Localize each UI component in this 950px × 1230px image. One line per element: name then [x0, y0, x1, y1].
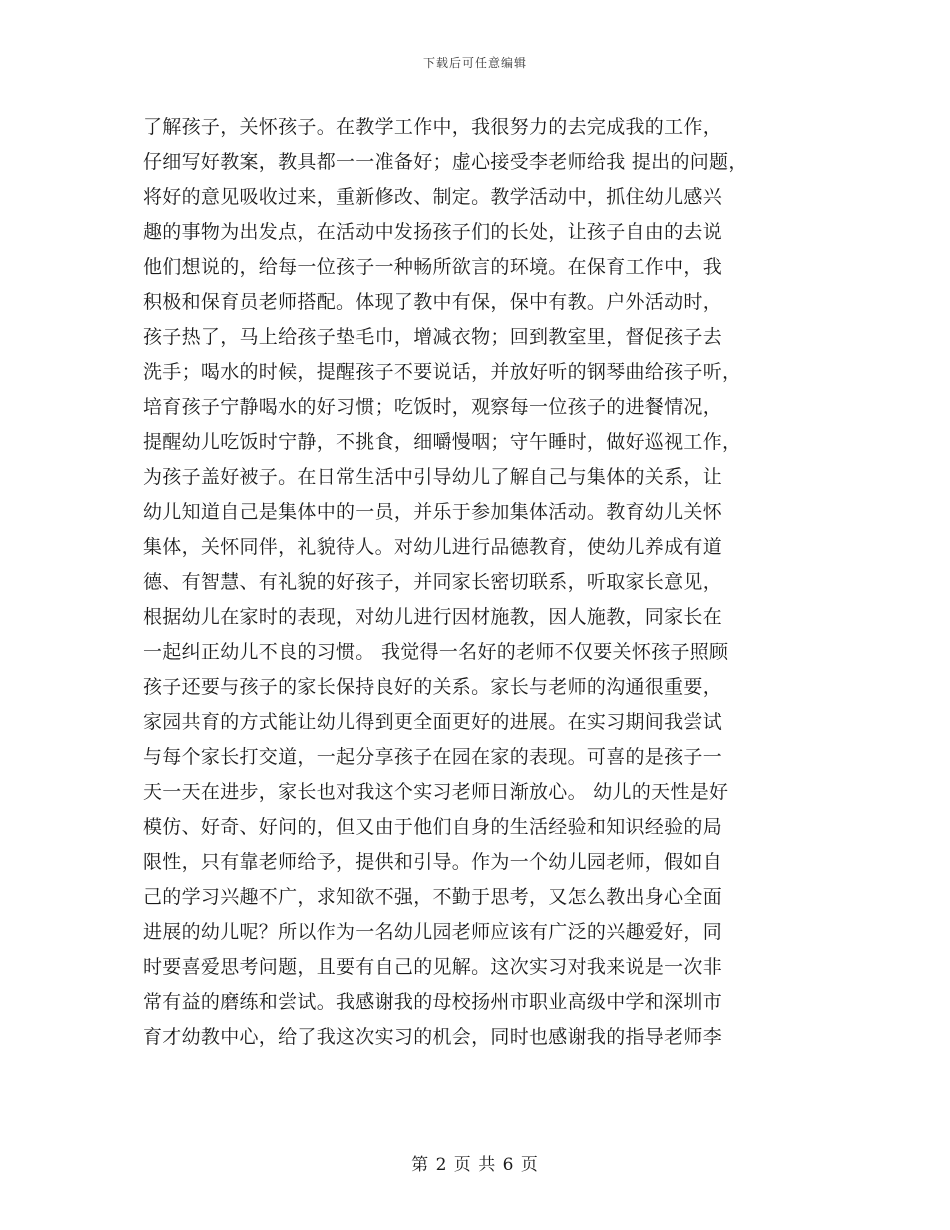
- text-line: 限性，只有靠老师给予，提供和引导。作为一个幼儿园老师，假如自: [143, 851, 723, 873]
- text-line: 培育孩子宁静喝水的好习惯；吃饭时，观察每一位孩子的进餐情况，: [143, 396, 723, 418]
- text-line: 积极和保育员老师搭配。体现了教中有保，保中有教。户外活动时，: [143, 291, 723, 313]
- text-line: 己的学习兴趣不广，求知欲不强，不勤于思考，又怎么教出身心全面: [143, 886, 723, 908]
- text-line: 将好的意见吸收过来，重新修改、制定。教学活动中，抓住幼儿感兴: [143, 186, 723, 208]
- text-line: 根据幼儿在家时的表现，对幼儿进行因材施教，因人施教，同家长在: [143, 606, 723, 628]
- text-line: 常有益的磨练和尝试。我感谢我的母校扬州市职业高级中学和深圳市: [143, 991, 723, 1013]
- text-line: 洗手；喝水的时候，提醒孩子不要说话，并放好听的钢琴曲给孩子听，: [143, 361, 742, 383]
- page-header-note: 下载后可任意编辑: [422, 56, 527, 70]
- text-line: 模仿、好奇、好问的，但又由于他们自身的生活经验和知识经验的局: [143, 816, 723, 838]
- document-body: [143, 110, 813, 1055]
- text-line: 育才幼教中心，给了我这次实习的机会，同时也感谢我的指导老师李: [143, 1026, 723, 1048]
- page-number-footer: 第 2 页 共 6 页: [411, 1155, 539, 1175]
- text-line: 时要喜爱思考问题，且要有自己的见解。这次实习对我来说是一次非: [143, 956, 723, 978]
- text-line: 天一天在进步，家长也对我这个实习老师日渐放心。 幼儿的天性是好: [143, 781, 729, 803]
- text-line: 进展的幼儿呢？所以作为一名幼儿园老师应该有广泛的兴趣爱好，同: [143, 921, 723, 943]
- text-line: 趣的事物为出发点，在活动中发扬孩子们的长处，让孩子自由的去说: [143, 221, 723, 243]
- text-line: 孩子热了，马上给孩子垫毛巾，增减衣物；回到教室里，督促孩子去: [143, 326, 723, 348]
- text-line: 家园共育的方式能让幼儿得到更全面更好的进展。在实习期间我尝试: [143, 711, 723, 733]
- text-line: 他们想说的，给每一位孩子一种畅所欲言的环境。在保育工作中，我: [143, 256, 723, 278]
- text-line: 与每个家长打交道，一起分享孩子在园在家的表现。可喜的是孩子一: [143, 746, 723, 768]
- text-line: 提醒幼儿吃饭时宁静，不挑食，细嚼慢咽；守午睡时，做好巡视工作，: [143, 431, 742, 453]
- text-line: 德、有智慧、有礼貌的好孩子，并同家长密切联系，听取家长意见，: [143, 571, 723, 593]
- text-line: 一起纠正幼儿不良的习惯。 我觉得一名好的老师不仅要关怀孩子照顾: [143, 641, 729, 663]
- text-line: 集体，关怀同伴，礼貌待人。对幼儿进行品德教育，使幼儿养成有道: [143, 536, 723, 558]
- text-line: 幼儿知道自己是集体中的一员，并乐于参加集体活动。教育幼儿关怀: [143, 501, 723, 523]
- text-line: 了解孩子，关怀孩子。在教学工作中，我很努力的去完成我的工作，: [143, 116, 723, 138]
- text-line: 孩子还要与孩子的家长保持良好的关系。家长与老师的沟通很重要，: [143, 676, 723, 698]
- text-line: 为孩子盖好被子。在日常生活中引导幼儿了解自己与集体的关系，让: [143, 466, 723, 488]
- text-line: 仔细写好教案，教具都一一准备好；虚心接受李老师给我 提出的问题，: [143, 151, 748, 173]
